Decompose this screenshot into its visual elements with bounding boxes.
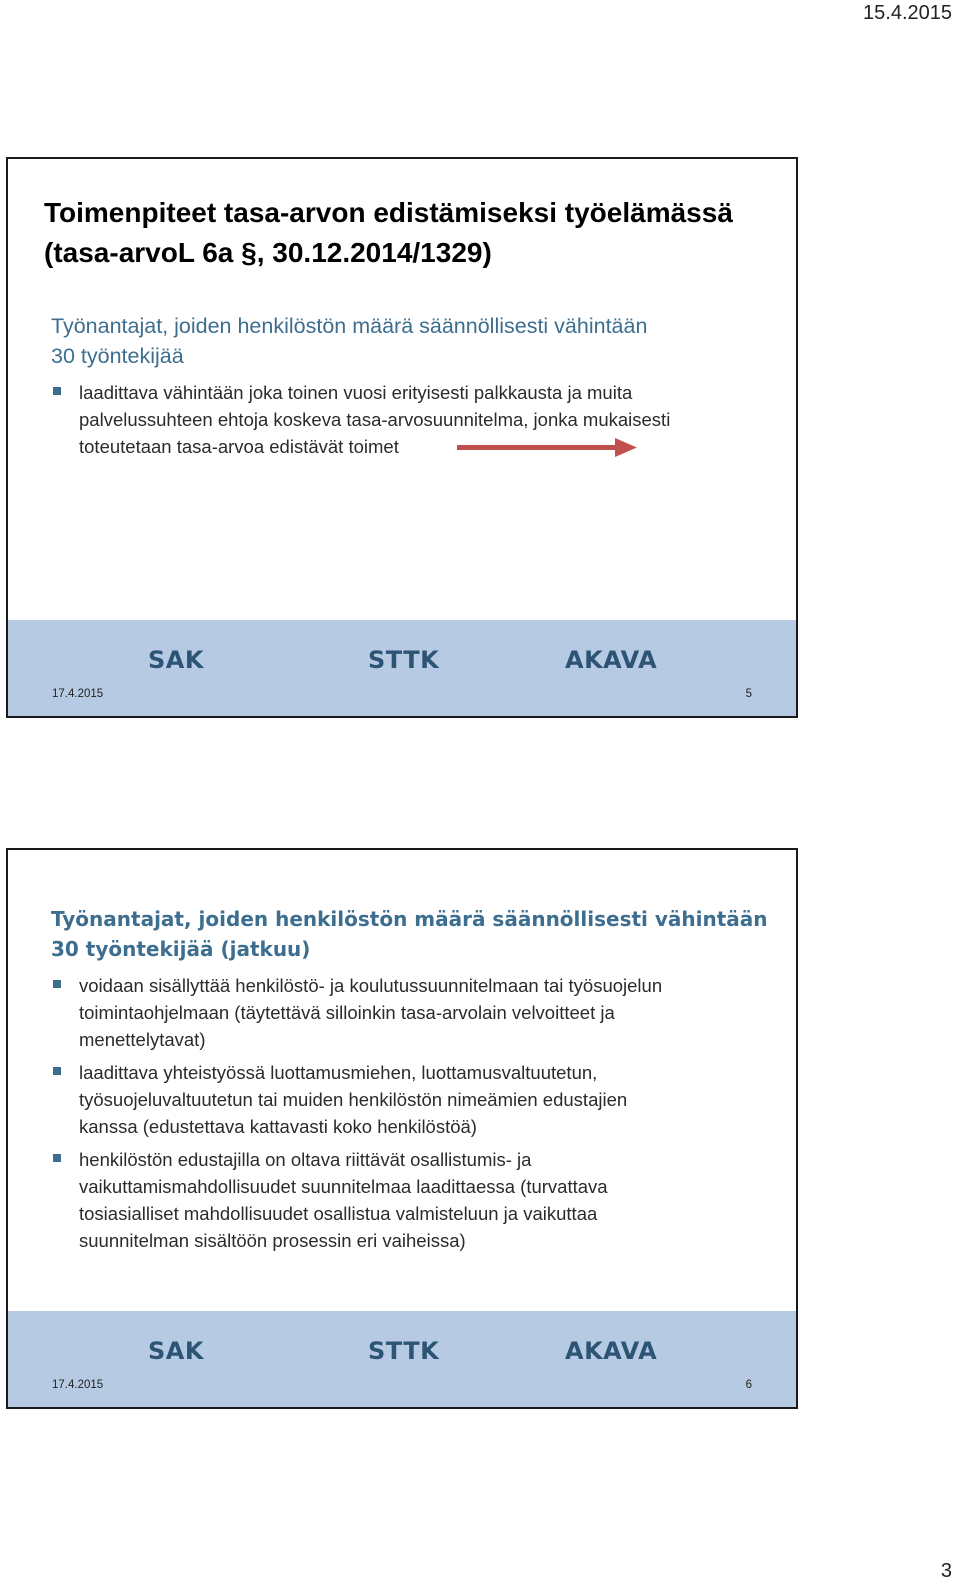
slide-footer [8, 1311, 796, 1407]
bullet-text-line: laadittava yhteistyössä luottamusmiehen, luottamusvaltuutetun, [79, 1062, 598, 1083]
slide-subheading [51, 904, 771, 964]
org-logo-akava: AKAVA [565, 646, 658, 674]
bullet-text-line: toteutetaan tasa-arvoa edistävät toimet [79, 436, 399, 457]
bullet-item [51, 379, 766, 460]
subheading-line: Työnantajat, joiden henkilöstön määrä säännöllisesti vähintään [51, 907, 768, 931]
slide-subheading [51, 311, 771, 371]
org-logos [8, 1337, 796, 1367]
bullet-list [51, 379, 766, 460]
right-arrow-icon [457, 438, 637, 458]
bullet-text-line: menettelytavat) [79, 1029, 206, 1050]
org-logo-sttk: STTK [368, 646, 440, 674]
square-bullet-icon [53, 1067, 61, 1075]
org-logo-sttk: STTK [368, 1337, 440, 1365]
slide-number: 6 [745, 1379, 752, 1391]
bullet-item [51, 1146, 766, 1254]
bullet-text-line: työsuojeluvaltuutetun tai muiden henkilöstön nimeämien edustajien [79, 1089, 628, 1110]
slide-5 [6, 157, 798, 718]
org-logo-sak: SAK [148, 646, 204, 674]
square-bullet-icon [53, 387, 61, 395]
org-logos [8, 646, 796, 676]
square-bullet-icon [53, 980, 61, 988]
bullet-text-line: henkilöstön edustajilla on oltava riittävät osallistumis- ja [79, 1149, 532, 1170]
org-logo-sak: SAK [148, 1337, 204, 1365]
footer-date: 17.4.2015 [52, 688, 104, 700]
slide-title-line: Toimenpiteet tasa-arvon edistämiseksi työelämässä [44, 197, 733, 228]
slide-6 [6, 848, 798, 1409]
org-logo-akava: AKAVA [565, 1337, 658, 1365]
page-number: 3 [940, 1560, 952, 1582]
bullet-item [51, 1059, 766, 1140]
slide-number: 5 [745, 688, 752, 700]
bullet-text-line: voidaan sisällyttää henkilöstö- ja koulutussuunnitelmaan tai työsuojelun [79, 975, 663, 996]
slide-footer [8, 620, 796, 716]
bullet-text-line: suunnitelman sisältöön prosessin eri vaiheissa) [79, 1230, 466, 1251]
page-date: 15.4.2015 [863, 2, 952, 24]
subheading-line: Työnantajat, joiden henkilöstön määrä säännöllisesti vähintään [51, 314, 648, 338]
subheading-line: 30 työntekijää [51, 344, 184, 368]
bullet-text-line: kanssa (edustettava kattavasti koko henkilöstöä) [79, 1116, 477, 1137]
bullet-text-line: tosiasialliset mahdollisuudet osallistua valmisteluun ja vaikuttaa [79, 1203, 598, 1224]
square-bullet-icon [53, 1154, 61, 1162]
footer-date: 17.4.2015 [52, 1379, 104, 1391]
bullet-text-line: laadittava vähintään joka toinen vuosi erityisesti palkkausta ja muita [79, 382, 633, 403]
bullet-text-line: toimintaohjelmaan (täytettävä silloinkin tasa-arvolain velvoitteet ja [79, 1002, 615, 1023]
subheading-line: 30 työntekijää (jatkuu) [51, 937, 311, 961]
bullet-list [51, 972, 766, 1260]
bullet-text-line: palvelussuhteen ehtoja koskeva tasa-arvosuunnitelma, jonka mukaisesti [79, 409, 671, 430]
bullet-text-line: vaikuttamismahdollisuudet suunnitelmaa laadittaessa (turvattava [79, 1176, 608, 1197]
slide-title-line: (tasa-arvoL 6a §, 30.12.2014/1329) [44, 237, 492, 268]
bullet-item [51, 972, 766, 1053]
slide-title [44, 193, 784, 273]
